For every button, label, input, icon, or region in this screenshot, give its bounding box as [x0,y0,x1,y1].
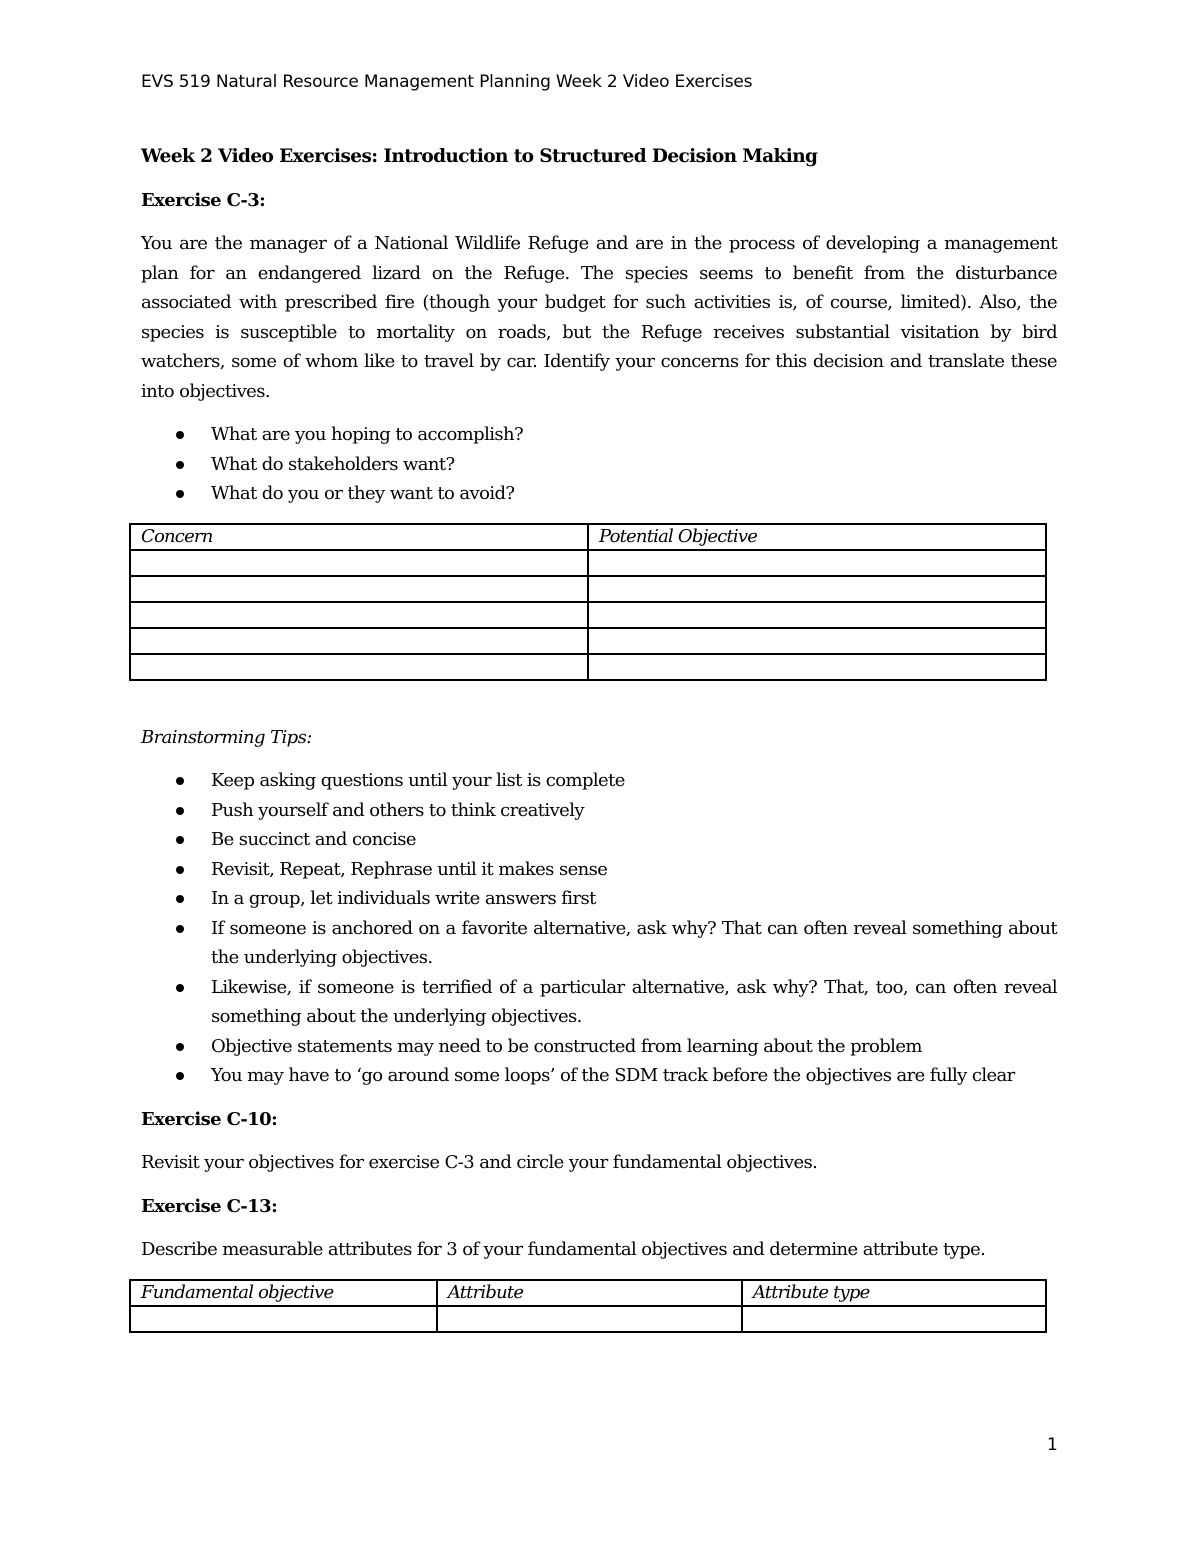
bullet-icon [176,807,184,815]
list-item [141,1061,1057,1091]
tip-text: Be succinct and concise [211,829,416,850]
column-header-concern: Concern [130,524,588,550]
table-cell[interactable] [130,1306,437,1332]
table-cell[interactable] [130,550,588,576]
list-item [141,766,1057,796]
concern-objective-table [129,523,1047,681]
table-row [130,576,1046,602]
table-cell[interactable] [588,576,1046,602]
tip-text: Revisit, Repeat, Rephrase until it makes sense [211,858,608,880]
question-text: What do stakeholders want? [211,453,455,475]
tip-text: In a group, let individuals write answers first [211,888,596,909]
bullet-icon [176,1072,184,1080]
table-header-row [130,1280,1046,1306]
tip-text: Objective statements may need to be constructed from learning about the problem [211,1035,922,1057]
brainstorming-tips [141,766,1057,1091]
table-row [130,602,1046,628]
tip-text: You may have to ‘go around some loops’ of the SDM track before the objectives are fully clear [211,1065,1015,1086]
table-cell[interactable] [130,602,588,628]
page-number: 1 [1047,1435,1058,1455]
document-body [141,142,1057,1333]
table-cell[interactable] [130,654,588,680]
tip-text: Likewise, if someone is terrified of a particular alternative, ask why? That, too, can often reveal something about the underlying objectives. [211,976,1057,1027]
table-cell[interactable] [588,628,1046,654]
table-cell[interactable] [437,1306,742,1332]
tip-text: Push yourself and others to think creatively [211,799,584,821]
tip-text: If someone is anchored on a favorite alternative, ask why? That can often reveal something about the underlying objectives. [211,917,1057,968]
list-item [141,420,1057,450]
bullet-icon [176,431,184,439]
bullet-icon [176,895,184,903]
exercise-c3-body: You are the manager of a National Wildlife Refuge and are in the process of developing a management plan for an endangered lizard on the Refuge. The species seems to benefit from the disturbance associated with prescribed fire (though your budget for such activities is, of course, limited). Also, the species is susceptible to mortality on roads, but the Refuge receives substantial visitation by bird watchers, some of whom like to travel by car. Identify your concerns for this decision and translate these into objectives. [141,233,1057,402]
column-header-potential-objective: Potential Objective [588,524,1046,550]
bullet-icon [176,984,184,992]
exercise-c10-body: Revisit your objectives for exercise C-3 and circle your fundamental objectives. [141,1152,818,1173]
column-header-attribute-type: Attribute type [742,1280,1046,1306]
bullet-icon [176,490,184,498]
column-header-fundamental-objective: Fundamental objective [130,1280,437,1306]
list-item [141,1032,1057,1062]
question-text: What do you or they want to avoid? [211,483,515,504]
list-item [141,914,1057,973]
exercise-c13-heading: Exercise C-13: [141,1195,278,1217]
table-cell[interactable] [588,550,1046,576]
bullet-icon [176,461,184,469]
column-header-attribute: Attribute [437,1280,742,1306]
bullet-icon [176,777,184,785]
table-cell[interactable] [588,602,1046,628]
brainstorming-label: Brainstorming Tips: [141,726,312,748]
bullet-icon [176,1043,184,1051]
table-row [130,550,1046,576]
document-title: Week 2 Video Exercises: Introduction to Structured Decision Making [141,146,818,167]
question-text: What are you hoping to accomplish? [211,424,524,445]
list-item [141,855,1057,885]
running-header: EVS 519 Natural Resource Management Planning Week 2 Video Exercises [141,72,753,92]
bullet-icon [176,836,184,844]
exercise-c3-questions [141,420,1057,509]
exercise-c13-body: Describe measurable attributes for 3 of your fundamental objectives and determine attribute type. [141,1239,986,1260]
table-row [130,1306,1046,1332]
exercise-c10-heading: Exercise C-10: [141,1108,278,1130]
list-item [141,825,1057,855]
table-cell[interactable] [130,628,588,654]
table-cell[interactable] [130,576,588,602]
list-item [141,450,1057,480]
bullet-icon [176,866,184,874]
exercise-c3-heading: Exercise C-3: [141,189,266,211]
table-row [130,654,1046,680]
table-row [130,628,1046,654]
table-cell[interactable] [588,654,1046,680]
attribute-table [129,1279,1047,1333]
table-header-row [130,524,1046,550]
list-item [141,884,1057,914]
list-item [141,973,1057,1032]
list-item [141,479,1057,509]
tip-text: Keep asking questions until your list is complete [211,770,625,791]
list-item [141,796,1057,826]
table-cell[interactable] [742,1306,1046,1332]
bullet-icon [176,925,184,933]
